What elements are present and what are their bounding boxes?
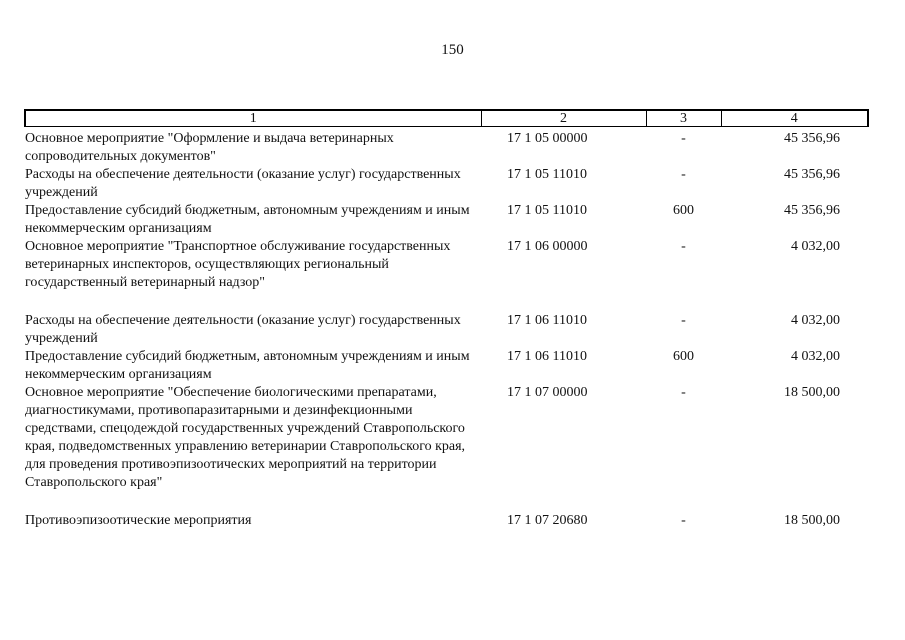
table-header-row [25,110,868,127]
row-name: Расходы на обеспечение деятельности (оказание услуг) государственных учреждений [25,167,461,200]
table-row [25,512,868,530]
row-name: Расходы на обеспечение деятельности (оказание услуг) государственных учреждений [25,313,461,346]
row-name: Основное мероприятие "Оформление и выдача ветеринарных сопроводительных документов" [25,131,394,164]
row-type: - [681,239,686,254]
row-code: 17 1 07 00000 [507,385,588,400]
row-amount: 18 500,00 [784,385,840,400]
row-code: 17 1 06 11010 [507,313,587,328]
row-amount: 45 356,96 [784,167,840,182]
column-header-amount: 4 [721,110,868,127]
row-name: Противоэпизоотические мероприятия [25,513,252,528]
row-name: Основное мероприятие "Обеспечение биологическими препаратами, диагностикумами, противопаразитарными и дезинфекционными средствами, спецодеждой государственных учреждений Ставропольского края, подведомственных управлению ветеринарии Ставропольского края, для проведения противоэпизоотических мероприятий на территории Ставропольского края" [25,385,466,490]
row-amount: 4 032,00 [791,349,840,364]
column-header-code: 2 [481,110,646,127]
column-header-type: 3 [646,110,721,127]
table-row [25,238,868,312]
row-amount: 4 032,00 [791,313,840,328]
row-amount: 45 356,96 [784,203,840,218]
budget-table [24,109,869,530]
column-header-name: 1 [25,110,481,127]
table-row [25,348,868,384]
row-code: 17 1 05 11010 [507,203,587,218]
page-number: 150 [441,42,464,58]
row-type: - [681,167,686,182]
row-type: - [681,313,686,328]
table-row [25,384,868,512]
table-row [25,202,868,238]
row-code: 17 1 07 20680 [507,513,588,528]
row-code: 17 1 06 00000 [507,239,588,254]
row-code: 17 1 06 11010 [507,349,587,364]
row-amount: 4 032,00 [791,239,840,254]
row-type: - [681,513,686,528]
row-type: - [681,385,686,400]
table-row [25,127,868,167]
table-row [25,166,868,202]
table-row [25,312,868,348]
row-amount: 45 356,96 [784,131,840,146]
row-type: 600 [673,203,694,218]
row-name: Основное мероприятие "Транспортное обслуживание государственных ветеринарных инспекторов, осуществляющих региональный государственный ветеринарный надзор" [25,239,451,290]
row-code: 17 1 05 00000 [507,131,588,146]
row-type: 600 [673,349,694,364]
row-type: - [681,131,686,146]
row-name: Предоставление субсидий бюджетным, автономным учреждениям и иным некоммерческим организациям [25,203,470,236]
row-amount: 18 500,00 [784,513,840,528]
row-name: Предоставление субсидий бюджетным, автономным учреждениям и иным некоммерческим организациям [25,349,470,382]
row-code: 17 1 05 11010 [507,167,587,182]
